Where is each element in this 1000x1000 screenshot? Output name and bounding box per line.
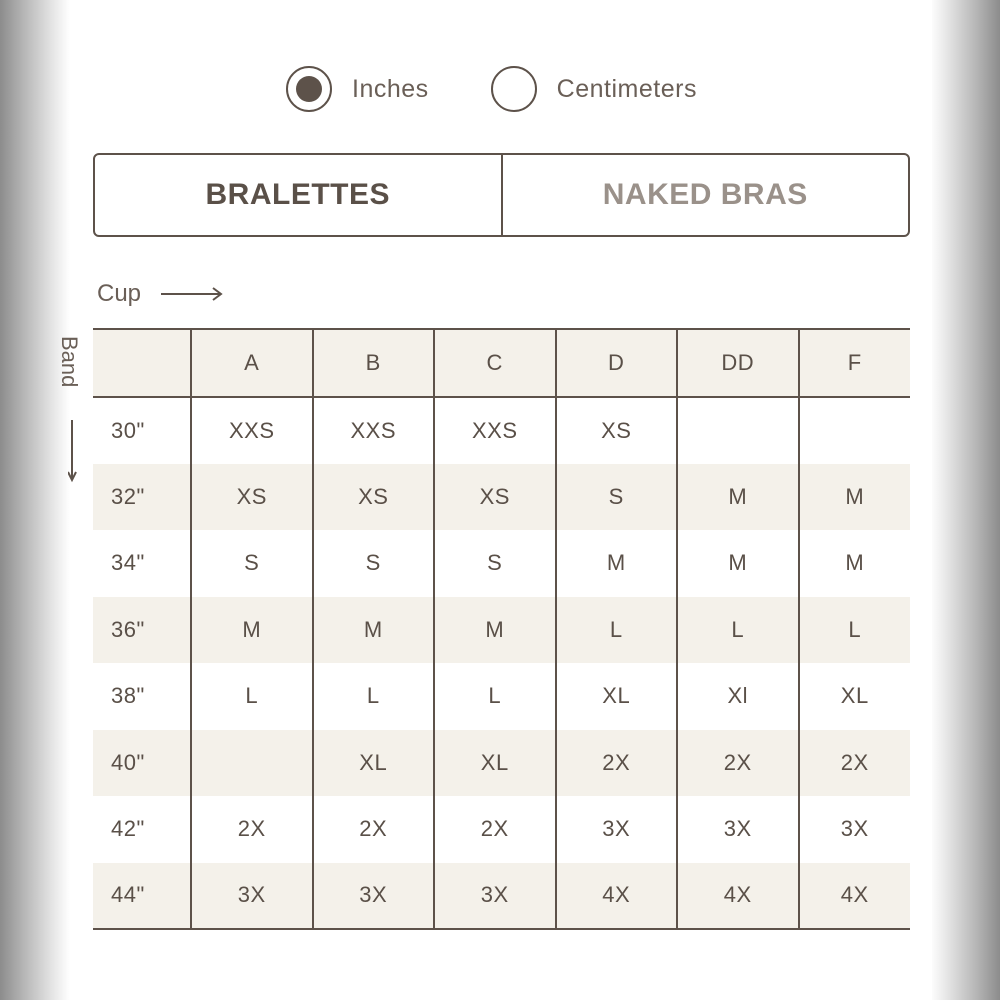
size-cell: 2X — [799, 730, 911, 797]
tab-bralettes[interactable]: BRALETTES — [205, 178, 390, 211]
size-cell: L — [556, 597, 678, 664]
size-cell: Xl — [677, 663, 799, 730]
band-size-cell: 42" — [111, 816, 145, 842]
size-cell — [677, 397, 799, 464]
column-header-cup: F — [799, 329, 911, 397]
unit-option-inches[interactable] — [286, 66, 429, 112]
size-cell: 3X — [799, 796, 911, 863]
table-row — [93, 597, 910, 664]
unit-selector — [286, 66, 697, 112]
table-row — [93, 863, 910, 930]
band-size-cell: 30" — [111, 417, 145, 443]
size-cell: XL — [434, 730, 556, 797]
size-cell: M — [313, 597, 435, 664]
table-corner-cell — [93, 329, 191, 397]
size-cell: 2X — [677, 730, 799, 797]
size-cell — [191, 730, 313, 797]
band-size-cell: 40" — [93, 730, 191, 797]
band-size-cell: 36" — [93, 597, 191, 664]
size-cell: M — [677, 464, 799, 531]
size-table — [93, 328, 910, 928]
size-cell: S — [191, 530, 313, 597]
table-row — [93, 796, 910, 863]
size-cell: M — [799, 530, 911, 597]
size-cell: XS — [434, 464, 556, 531]
table-row — [93, 530, 910, 597]
size-cell: 3X — [313, 863, 435, 930]
size-chart-panel — [57, 0, 932, 1000]
table-row — [93, 663, 910, 730]
size-cell: XS — [191, 464, 313, 531]
radio-inches[interactable] — [286, 66, 332, 112]
size-cell: 2X — [434, 796, 556, 863]
size-cell: XL — [556, 663, 678, 730]
size-cell: M — [677, 530, 799, 597]
size-cell: 2X — [556, 730, 678, 797]
size-cell: L — [434, 663, 556, 730]
size-cell: 2X — [191, 796, 313, 863]
size-cell: XL — [799, 663, 911, 730]
table-header-row — [93, 329, 910, 397]
tab-naked-bras[interactable]: NAKED BRAS — [501, 155, 909, 235]
column-header-cup: B — [313, 329, 435, 397]
size-cell — [799, 397, 911, 464]
band-label-text: Band — [57, 336, 82, 388]
size-cell: XXS — [191, 397, 313, 464]
size-cell: XXS — [434, 397, 556, 464]
column-header-cup: A — [191, 329, 313, 397]
column-header-cup: D — [556, 329, 678, 397]
column-header-cup: DD — [677, 329, 799, 397]
size-cell: L — [313, 663, 435, 730]
size-cell: 4X — [799, 863, 911, 930]
unit-label-inches: Inches — [352, 74, 429, 103]
size-cell: S — [434, 530, 556, 597]
size-cell: 3X — [677, 796, 799, 863]
column-header-cup: C — [434, 329, 556, 397]
size-cell: S — [313, 530, 435, 597]
size-cell: M — [556, 530, 678, 597]
radio-centimeters[interactable] — [491, 66, 537, 112]
size-cell: 4X — [677, 863, 799, 930]
band-axis-label — [54, 336, 98, 396]
table-row — [93, 730, 910, 797]
size-cell: 2X — [313, 796, 435, 863]
size-cell: M — [799, 464, 911, 531]
band-size-cell: 44" — [93, 863, 191, 930]
arrow-right-icon — [161, 287, 223, 301]
radio-selected-dot — [296, 76, 322, 102]
unit-label-centimeters: Centimeters — [556, 74, 697, 103]
cup-label-text: Cup — [97, 280, 142, 307]
size-cell: XS — [313, 464, 435, 531]
size-cell: 3X — [556, 796, 678, 863]
table-row — [93, 464, 910, 531]
size-cell: XS — [556, 397, 678, 464]
size-cell: L — [191, 663, 313, 730]
size-cell: 3X — [191, 863, 313, 930]
size-cell: S — [556, 464, 678, 531]
arrow-down-icon — [68, 420, 82, 484]
product-tabs — [93, 153, 910, 237]
band-size-cell: 34" — [111, 550, 145, 576]
size-cell: M — [434, 597, 556, 664]
size-cell: L — [677, 597, 799, 664]
band-size-cell: 38" — [111, 683, 145, 709]
size-cell: 4X — [556, 863, 678, 930]
size-cell: 3X — [434, 863, 556, 930]
band-size-cell: 32" — [93, 464, 191, 531]
size-table-grid — [93, 328, 910, 930]
cup-axis-label — [97, 280, 223, 308]
size-cell: M — [191, 597, 313, 664]
unit-option-centimeters[interactable] — [491, 66, 697, 112]
size-cell: XXS — [313, 397, 435, 464]
table-row — [93, 397, 910, 464]
size-cell: L — [799, 597, 911, 664]
size-cell: XL — [313, 730, 435, 797]
